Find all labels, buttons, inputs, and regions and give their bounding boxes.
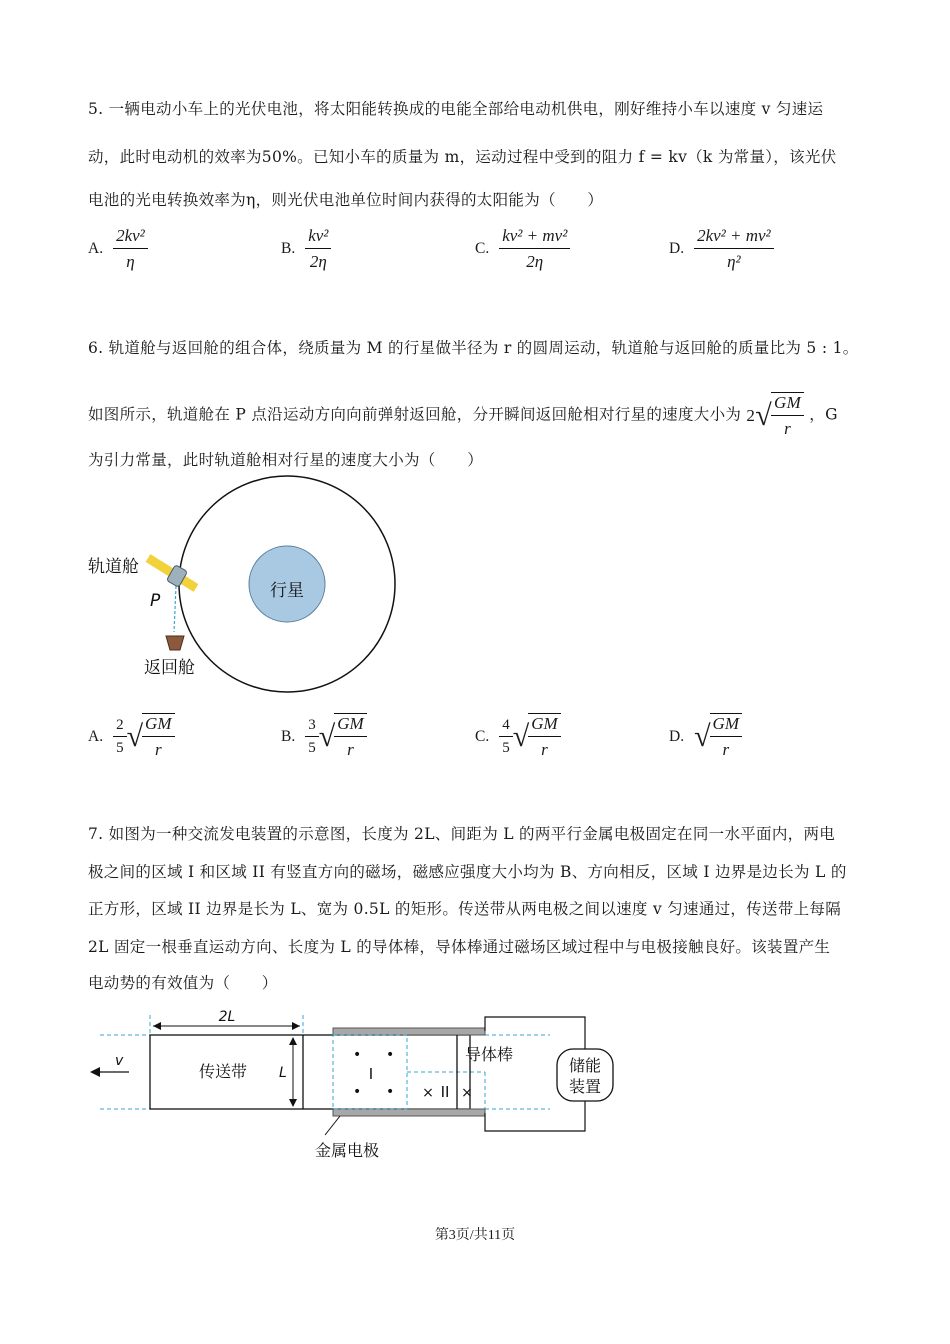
numerator: 2kv² (113, 226, 148, 249)
q5-option-d[interactable] (669, 226, 774, 272)
denominator: 2η (309, 252, 327, 271)
q7-stem-line-1: 7. 如图为一种交流发电装置的示意图，长度为 2L、间距为 L 的两平行金属电极固定在同一水平面内，两电 (88, 825, 836, 843)
radicand-numerator: GM (771, 393, 804, 416)
option-label: A. (88, 727, 104, 745)
fraction (305, 226, 331, 272)
circuit-wire-bottom (485, 1101, 585, 1131)
dimension-l-label: L (279, 1065, 287, 1081)
q6-stem-line-3: 为引力常量，此时轨道舱相对行星的速度大小为（ ） (88, 451, 484, 469)
sqrt-expression (127, 713, 175, 760)
coefficient: 2 (746, 405, 756, 425)
denominator: η (126, 252, 135, 271)
orbiter-label: 轨道舱 (88, 557, 139, 577)
option-label: B. (281, 727, 296, 745)
q6-stem-line-2-tail: ，G (809, 405, 838, 424)
radicand-denominator: r (722, 740, 730, 759)
option-label: A. (88, 240, 104, 257)
electrode-bottom (333, 1109, 485, 1116)
q6-stem-line-1: 6. 轨道舱与返回舱的组合体，绕质量为 M 的行星做半径为 r 的圆周运动，轨道舱与返回舱的质量比为 5 : 1。 (88, 339, 859, 357)
coefficient-fraction (499, 717, 513, 757)
fraction (499, 226, 570, 272)
radical-sign: √ (512, 719, 530, 753)
velocity-arrow-head (90, 1067, 100, 1077)
q5-option-a[interactable] (88, 226, 148, 272)
storage-label-line2: 装置 (568, 1077, 602, 1096)
numerator: 4 (499, 717, 513, 737)
radicand-denominator: r (347, 740, 354, 759)
radical-sign: √ (318, 719, 336, 753)
fraction (694, 226, 774, 272)
denominator: 5 (308, 739, 316, 756)
radicand-denominator: r (784, 419, 791, 438)
capsule-icon (166, 636, 184, 650)
radicand-numerator: GM (528, 714, 560, 737)
numerator: 3 (305, 717, 319, 737)
q6-option-b[interactable] (281, 713, 367, 760)
fraction (113, 226, 148, 272)
q7-stem-line-4: 2L 固定一根垂直运动方向、长度为 L 的导体棒，导体棒通过磁场区域过程中与电极接触良好。该装置产生 (88, 938, 831, 956)
denominator: 5 (502, 739, 510, 756)
option-label: C. (475, 240, 490, 257)
storage-label-line1: 储能 (568, 1056, 602, 1075)
coefficient-fraction (113, 717, 127, 757)
numerator: kv² + mv² (499, 226, 570, 249)
sqrt-expression (746, 392, 804, 439)
numerator: 2 (113, 717, 127, 737)
sqrt-expression (319, 713, 367, 760)
belt-label: 传送带 (198, 1062, 248, 1081)
denominator: 2η (526, 252, 544, 271)
field-dot: • (353, 1084, 362, 1100)
radicand-numerator: GM (710, 714, 742, 737)
planet-label: 行星 (270, 581, 304, 601)
q5-option-c[interactable] (475, 226, 570, 272)
dimension-2l-label: 2L (218, 1009, 236, 1025)
radicand-numerator: GM (334, 714, 366, 737)
point-p-label: P (150, 591, 161, 611)
field-dot: • (353, 1047, 362, 1063)
field-cross: × (461, 1085, 473, 1101)
denominator: η² (727, 252, 741, 271)
radical-sign: √ (126, 719, 144, 753)
orbit-figure (80, 470, 410, 700)
capsule-label: 返回舱 (144, 658, 195, 678)
q6-option-a[interactable] (88, 713, 175, 760)
coefficient-fraction (305, 717, 319, 757)
option-label: D. (669, 240, 685, 257)
option-label: D. (669, 727, 685, 745)
region-1-label: I (368, 1065, 374, 1083)
radical-sign: √ (694, 719, 711, 753)
electrode-label: 金属电极 (314, 1141, 380, 1160)
q6-stem-line-2-text: 如图所示，轨道舱在 P 点沿运动方向向前弹射返回舱，分开瞬间返回舱相对行星的速度大小为 (88, 405, 742, 424)
q5-stem-line-2: 动，此时电动机的效率为50%。已知小车的质量为 m，运动过程中受到的阻力 f = kv（k 为常量），该光伏 (88, 148, 837, 166)
radicand-numerator: GM (142, 714, 174, 737)
radical-sign: √ (755, 398, 772, 432)
numerator: 2kv² + mv² (694, 226, 774, 249)
numerator: kv² (305, 226, 331, 249)
field-dot: • (386, 1084, 395, 1100)
q6-option-d[interactable] (669, 713, 742, 760)
rod-label: 导体棒 (464, 1045, 514, 1064)
q5-stem-line-1: 5. 一辆电动小车上的光伏电池，将太阳能转换成的电能全部给电动机供电，刚好维持小车以速度 v 匀速运 (88, 100, 824, 118)
option-label: C. (475, 727, 490, 745)
page-number: 第3页/共11页 (434, 1228, 516, 1243)
electrode-top (333, 1028, 485, 1035)
generator-figure (85, 1005, 625, 1165)
q5-stem-line-3: 电池的光电转换效率为η，则光伏电池单位时间内获得的太阳能为（ ） (88, 191, 604, 209)
radicand-denominator: r (154, 740, 162, 759)
velocity-label: v (115, 1053, 124, 1069)
radicand-denominator: r (541, 740, 548, 759)
region-2-label: II (440, 1083, 450, 1101)
q6-stem-line-2 (88, 392, 838, 439)
field-dot: • (386, 1047, 395, 1063)
option-label: B. (281, 240, 296, 257)
q5-option-b[interactable] (281, 226, 331, 272)
electrode-leader-line (325, 1116, 340, 1135)
q6-option-c[interactable] (475, 713, 561, 760)
sqrt-expression (513, 713, 561, 760)
q7-stem-line-5: 电动势的有效值为（ ） (88, 974, 278, 992)
q7-stem-line-2: 极之间的区域 I 和区域 II 有竖直方向的磁场，磁感应强度大小均为 B、方向相反，区域 I 边界是边长为 L 的 (88, 863, 847, 881)
field-cross: × (422, 1085, 434, 1101)
denominator: 5 (116, 739, 124, 756)
q7-stem-line-3: 正方形，区域 II 边界是长为 L、宽为 0.5L 的矩形。传送带从两电极之间以速度 v 匀速通过，传送带上每隔 (88, 900, 842, 918)
sqrt-expression (694, 713, 742, 760)
